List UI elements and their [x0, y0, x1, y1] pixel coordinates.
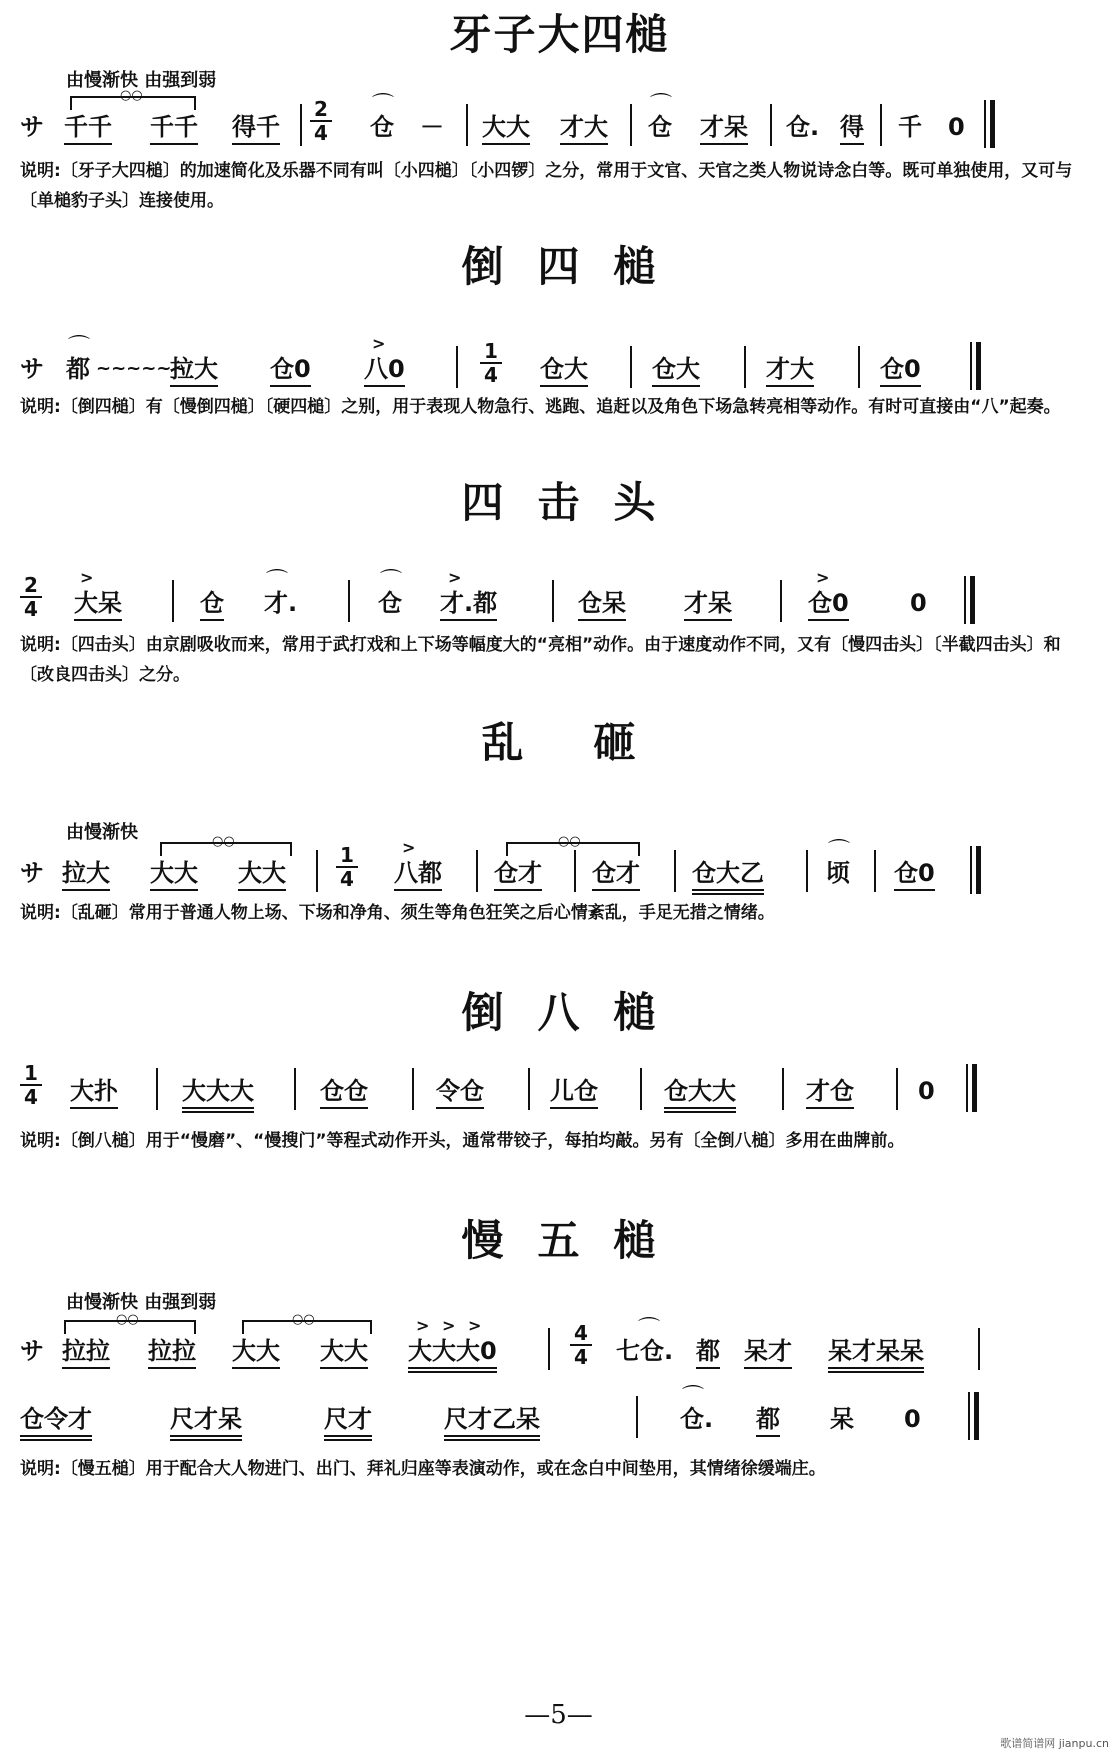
barline [896, 1068, 898, 1110]
notation-line [20, 88, 1100, 160]
note-group: 拉拉 [62, 1336, 110, 1369]
explanation: 说明:〔慢五槌〕用于配合大人物进门、出门、拜礼归座等表演动作，或在念白中间垫用，其情绪徐缓端庄。 [20, 1459, 826, 1479]
barline [476, 850, 478, 892]
barline [640, 1068, 642, 1110]
note-group: 仓才 [494, 858, 542, 891]
barline [880, 104, 882, 146]
notation-line [20, 1052, 1100, 1124]
barline [636, 1396, 638, 1438]
tie-mark: ○○ [558, 834, 581, 849]
section-title: 牙子大四槌 [449, 10, 670, 59]
barline [466, 104, 468, 146]
tie-mark: ○○ [120, 88, 143, 103]
notation-line [20, 1380, 1100, 1452]
note-group: 大大 [482, 112, 530, 145]
note-group: 仓大乙 [692, 858, 764, 895]
note-group: 仓0 [880, 354, 921, 387]
note-group: 得 [840, 112, 864, 145]
watermark: 歌谱简谱网 jianpu.cn [1000, 1737, 1109, 1750]
barline [552, 580, 554, 622]
barline [528, 1068, 530, 1110]
page-number: —5— [524, 1700, 593, 1730]
barline [744, 346, 746, 388]
note-group: 仓呆 [578, 588, 626, 621]
barline [316, 850, 318, 892]
explanation: 说明:〔牙子大四槌〕的加速简化及乐器不同有叫〔小四槌〕〔小四锣〕之分，常用于文官、天官之类人物说诗念白等。既可单独使用，又可与〔单槌豹子头〕连接使用。 [20, 161, 1073, 211]
note-group: 仓0 [894, 858, 935, 891]
time-signature: 2 4 [20, 574, 42, 620]
barline [456, 346, 458, 388]
note-group: 都 [756, 1404, 780, 1437]
note-group: 仓0 [808, 588, 849, 621]
note-group: 仓0 [270, 354, 311, 387]
section-title: 乱砸 [481, 718, 706, 767]
barline [978, 1328, 980, 1370]
note-group: 仓仓 [320, 1076, 368, 1109]
barline [630, 104, 632, 146]
fermata-mark: ⌒ [638, 1317, 661, 1342]
section-title: 四击头 [461, 478, 690, 527]
fermata-mark: ⌒ [828, 839, 851, 864]
explanation: 说明:〔乱砸〕常用于普通人物上场、下场和净角、须生等角色狂笑之后心情紊乱，手足无措之情绪。 [20, 903, 775, 923]
note-group: 仓 [200, 588, 224, 621]
barline [770, 104, 772, 146]
note-group: 儿仓 [550, 1076, 598, 1109]
note-group: 拉大 [170, 354, 218, 387]
trill-line: ~~~~~~ [96, 358, 187, 379]
tie-mark: ○○ [292, 1312, 315, 1327]
time-signature: 2 4 [310, 98, 332, 144]
final-barline [970, 846, 981, 894]
final-barline [984, 100, 995, 148]
barline [574, 850, 576, 892]
tempo-marking: 由慢渐快 由强到弱 [66, 1292, 217, 1313]
time-signature: 4 4 [570, 1322, 592, 1368]
note-group: 都 [696, 1336, 720, 1369]
note-group: 得千 [232, 112, 280, 145]
fermata-mark: ⌒ [372, 93, 395, 118]
note-group: 呆才 [744, 1336, 792, 1369]
section-title: 倒八槌 [461, 988, 690, 1037]
note-group: 千千 [64, 112, 112, 145]
free-meter-sign: サ [20, 1337, 44, 1365]
section-title: 慢五槌 [461, 1216, 690, 1265]
final-barline [964, 576, 975, 624]
barline [674, 850, 676, 892]
note-group: 仓大 [652, 354, 700, 387]
barline [156, 1068, 158, 1110]
fermata-mark: ⌒ [682, 1385, 705, 1410]
note-group: 大大大 [182, 1076, 254, 1113]
final-barline [968, 1392, 979, 1440]
free-meter-sign: サ [20, 113, 44, 141]
note-group: 才.都 [440, 588, 497, 621]
tie-mark: ○○ [212, 834, 235, 849]
accent-mark: > [416, 1316, 430, 1335]
note-group: 0 [904, 1405, 921, 1433]
note-group: 呆 [830, 1405, 854, 1433]
note-group: 才仓 [806, 1076, 854, 1109]
note-group: 仓令才 [20, 1404, 92, 1441]
barline [874, 850, 876, 892]
note-group: 才呆 [684, 588, 732, 621]
accent-mark: > [372, 334, 386, 353]
explanation: 说明:〔倒四槌〕有〔慢倒四槌〕〔硬四槌〕之别，用于表现人物急行、逃跑、追赶以及角色下场急转亮相等动作。有时可直接由“八”起奏。 [20, 397, 1061, 417]
accent-mark: > [816, 568, 830, 587]
accent-mark: > [442, 1316, 456, 1335]
note-group: 仓. [786, 113, 820, 141]
note-group: 0 [910, 589, 927, 617]
note-group: 令仓 [436, 1076, 484, 1109]
fermata-mark: ⌒ [380, 569, 403, 594]
note-group: 大呆 [74, 588, 122, 621]
barline [412, 1068, 414, 1110]
barline [548, 1328, 550, 1370]
note-group: 大大 [232, 1336, 280, 1369]
final-barline [970, 342, 981, 390]
note-group: 拉大 [62, 858, 110, 891]
note-group: 大大 [238, 858, 286, 891]
note-group: 七仓. [616, 1337, 674, 1365]
final-barline [966, 1064, 977, 1112]
note-group: 大大大0 [408, 1336, 497, 1373]
note-group: 大扑 [70, 1076, 118, 1109]
note-group: 八都 [394, 858, 442, 891]
accent-mark: > [80, 568, 94, 587]
note-group: 才. [264, 589, 298, 617]
note-group: 仓才 [592, 858, 640, 891]
note-group: 尺才乙呆 [444, 1404, 540, 1441]
time-signature: 1 4 [336, 844, 358, 890]
accent-mark: > [402, 838, 416, 857]
explanation: 说明:〔四击头〕由京剧吸收而来，常用于武打戏和上下场等幅度大的“亮相”动作。由于速度动作不同，又有〔慢四击头〕〔半截四击头〕和〔改良四击头〕之分。 [20, 635, 1061, 685]
note-group: 才大 [766, 354, 814, 387]
note-group: 才大 [560, 112, 608, 145]
note-group: 仓 [378, 589, 402, 617]
note-group: 尺才呆 [170, 1404, 242, 1441]
notation-line [20, 834, 1100, 906]
note-group: 千千 [150, 112, 198, 145]
free-meter-sign: サ [20, 355, 44, 383]
section-title: 倒四槌 [461, 242, 690, 291]
fermata-mark: ⌒ [266, 569, 289, 594]
note-group: 顷 [826, 859, 850, 887]
note-group: 仓. [680, 1405, 714, 1433]
notation-line [20, 564, 1100, 636]
note-group: 0 [918, 1077, 935, 1105]
barline [782, 1068, 784, 1110]
note-group: 仓 [648, 113, 672, 141]
time-signature: 1 4 [480, 340, 502, 386]
barline [294, 1068, 296, 1110]
barline [780, 580, 782, 622]
tie-mark: ○○ [116, 1312, 139, 1327]
free-meter-sign: サ [20, 859, 44, 887]
barline [630, 346, 632, 388]
fermata-mark: ⌒ [650, 93, 673, 118]
note-group: 才呆 [700, 112, 748, 145]
fermata-mark: ⌒ [68, 335, 91, 360]
note-group: 大大 [320, 1336, 368, 1369]
note-group: 呆才呆呆 [828, 1336, 924, 1373]
explanation: 说明:〔倒八槌〕用于“慢磨”、“慢搜门”等程式动作开头，通常带铰子，每拍均敲。另有〔全倒八槌〕多用在曲牌前。 [20, 1131, 905, 1151]
note-group: 仓大 [540, 354, 588, 387]
note-group: － [420, 113, 444, 141]
note-group: 大大 [150, 858, 198, 891]
note-group: 仓大大 [664, 1076, 736, 1113]
tempo-marking: 由慢渐快 由强到弱 [66, 70, 217, 91]
note-group: 仓 [370, 113, 394, 141]
notation-line [20, 1312, 1100, 1384]
note-group: 千 [898, 113, 922, 141]
accent-mark: > [468, 1316, 482, 1335]
barline [348, 580, 350, 622]
time-signature: 1 4 [20, 1062, 42, 1108]
tempo-marking: 由慢渐快 [66, 822, 138, 843]
note-group: 八0 [364, 354, 405, 387]
note-group: 尺才 [324, 1404, 372, 1441]
barline [300, 104, 302, 146]
note-group: 都 [66, 355, 90, 383]
note-group: 0 [948, 113, 965, 141]
barline [172, 580, 174, 622]
barline [806, 850, 808, 892]
barline [858, 346, 860, 388]
note-group: 拉拉 [148, 1336, 196, 1369]
accent-mark: > [448, 568, 462, 587]
